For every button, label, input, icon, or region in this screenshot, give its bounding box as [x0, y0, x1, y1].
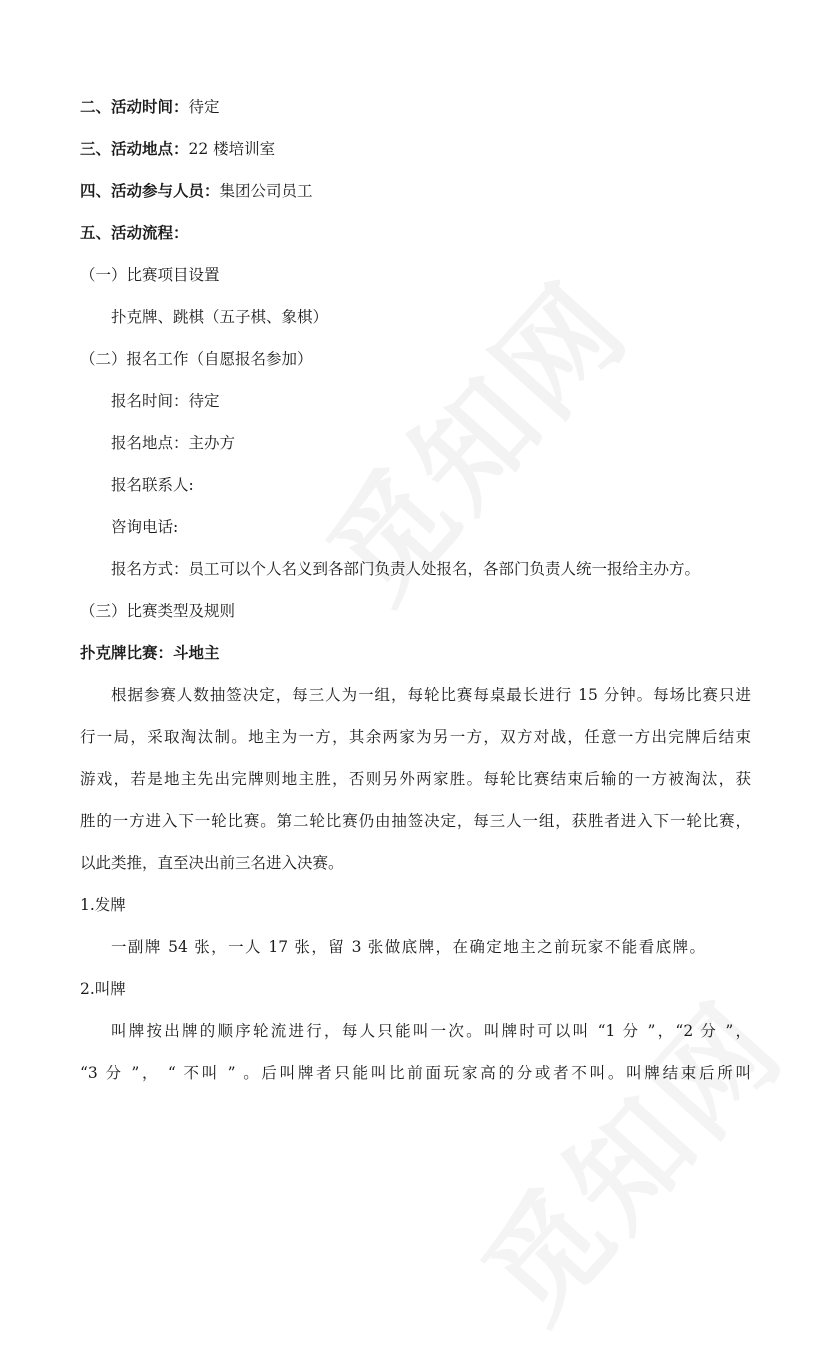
- section-value: 集团公司员工: [219, 182, 313, 200]
- section-participants: [80, 180, 313, 202]
- poker-para-line: 胜的一方进入下一轮比赛。第二轮比赛仍由抽签决定，每三人一组，获胜者进入下一轮比赛，: [80, 812, 751, 830]
- section-activity-time: [80, 96, 220, 118]
- section-label: 三、活动地点：: [80, 139, 189, 158]
- deal-text: 一副牌 54 张，一人 17 张，留 3 张做底牌，在确定地主之前玩家不能看底牌。: [111, 938, 705, 956]
- poker-para-line: 游戏，若是地主先出完牌则地主胜，否则另外两家胜。每轮比赛结束后输的一方被淘汰，获: [80, 770, 751, 788]
- registration-place: 报名地点：主办方: [111, 434, 236, 452]
- poker-para-line: 以此类推，直至决出前三名进入决赛。: [80, 854, 344, 872]
- sub-heading-events: （一）比赛项目设置: [80, 266, 220, 284]
- deal-title: 1.发牌: [80, 896, 126, 914]
- poker-heading: 扑克牌比赛：斗地主: [80, 643, 220, 662]
- sub-heading-rules: （三）比赛类型及规则: [80, 602, 236, 620]
- watermark-bottom: [438, 960, 813, 1350]
- section-value: 待定: [188, 98, 220, 116]
- bid-text-line: “3 分 ”， “ 不叫 ” 。后叫牌者只能叫比前面玩家高的分或者不叫。叫牌结束后所叫: [80, 1064, 751, 1082]
- bid-text-line: 叫牌按出牌的顺序轮流进行，每人只能叫一次。叫牌时可以叫 “1 分 ”，“2 分 ”，: [111, 1022, 751, 1040]
- bid-title: 2.叫牌: [80, 980, 126, 998]
- registration-phone: 咨询电话:: [111, 518, 179, 536]
- poker-para-line: 根据参赛人数抽签决定，每三人为一组，每轮比赛每桌最长进行 15 分钟。每场比赛只进: [111, 686, 751, 704]
- sub-heading-registration: （二）报名工作（自愿报名参加）: [80, 350, 313, 368]
- registration-time: 报名时间：待定: [111, 392, 220, 410]
- section-value: 22 楼培训室: [188, 140, 276, 158]
- poker-para-line: 行一局，采取淘汰制。地主为一方，其余两家为另一方，双方对战，任意一方出完牌后结束: [80, 728, 751, 746]
- section-activity-place: [80, 138, 275, 160]
- section-label: 二、活动时间：: [80, 97, 189, 116]
- events-list: 扑克牌、跳棋（五子棋、象棋）: [111, 308, 329, 326]
- registration-method: 报名方式：员工可以个人名义到各部门负责人处报名，各部门负责人统一报给主办方。: [111, 560, 701, 578]
- registration-contact: 报名联系人:: [111, 476, 194, 494]
- section-process: 五、活动流程：: [80, 223, 189, 242]
- section-label: 四、活动参与人员：: [80, 181, 220, 200]
